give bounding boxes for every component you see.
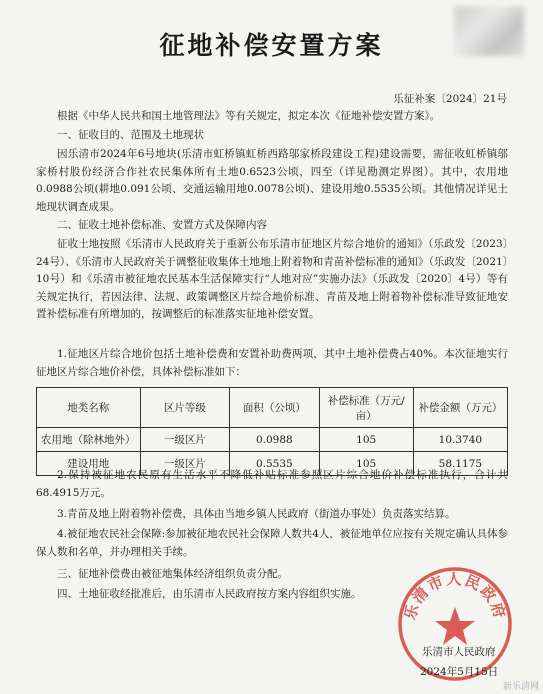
document-title: 征地补偿安置方案 (159, 31, 384, 60)
table-cell: 一级区片 (140, 428, 229, 452)
section-1-body: 因乐清市2024年6号地块(乐清市虹桥镇虹桥西路邬家桥段建设工程)建设需要，需征收虹桥镇邬家桥村股份经济合作社农民集体所有土地0.6523公顷，四至（详见勘测定界图）。其中，农用地0.0988公顷(耕地0.091公顷、交通运输用地0.0078公顷)、建设用地0.5535公顷。其他情况详见土地现状调查成果。 (36, 148, 508, 213)
table-cell: 0.5535 (230, 452, 319, 476)
section-4-paragraph: 四、土地征收经批准后，由乐清市人民政府按方案内容组织实施。 (57, 588, 362, 600)
table-cell: 农用地（除林地外） (37, 428, 141, 452)
table-header-row (37, 388, 508, 428)
watermark: 新乐清网 (502, 682, 539, 692)
section-2-body: 征收土地按照《乐清市人民政府关于重新公布乐清市征地区片综合地价的通知》（乐政发〔2023〕24号）、《乐清市人民政府关于调整征收集体土地地上附着物和青苗补偿标准的通知》（乐政发〔2021〕10号）和《乐清市被征地农民基本生活保障实行“人地对应”实施办法》（乐政发〔2020〕4号）等有关规定执行，若因法律、法规、政策调整区片综合地价标准、青苗及地上附着物补偿标准导致征地安置补偿标准有所增加的，按调整后的标准落实征地补偿安置。 (36, 238, 508, 320)
table-cell: 105 (319, 452, 413, 476)
table-header-cell: 补偿标准（万元/亩） (319, 388, 413, 428)
table-cell: 10.3740 (413, 428, 507, 452)
table-cell: 0.0988 (230, 428, 319, 452)
seal-text: 乐清市人民政府 (400, 570, 510, 622)
table-header-cell: 面积（公顷） (230, 388, 319, 428)
item-4-paragraph: 4.被征地农民社会保障:参加被征地农民社会保障人数共4人，被征地单位应按有关规定确认具体参保人数和名单，并办理相关手续。 (36, 528, 508, 558)
item-1-paragraph: 1.征地区片综合地价包括土地补偿费和安置补助费两项，其中土地补偿费占40%。本次征地实行征地区片综合地价补偿，具体补偿标准如下： (36, 348, 508, 378)
table-cell: 58.1175 (413, 452, 507, 476)
table-cell: 一级区片 (140, 452, 229, 476)
compensation-table (36, 387, 508, 476)
section-1-heading: 一、征收目的、范围及土地现状 (57, 129, 204, 141)
table-row (37, 428, 508, 452)
table-cell: 建设用地 (37, 452, 141, 476)
seal-star-icon (435, 607, 475, 645)
document-number: 乐征补案〔2024〕21号 (393, 93, 507, 105)
section-2-heading: 二、征收土地补偿标准、安置方式及保障内容 (57, 219, 267, 231)
item-2-paragraph: 2.保持被征地农民原有生活水平不降低补贴标准参照区片综合地价补偿标准执行，合计共68.4915万元。 (36, 469, 508, 499)
table-header-cell: 地类名称 (37, 388, 141, 428)
signature-date: 2024年5月15日 (420, 666, 499, 678)
table-cell: 105 (319, 428, 413, 452)
signature-unit: 乐清市人民政府 (422, 646, 496, 658)
table-header-cell: 区片等级 (140, 388, 229, 428)
section-3-paragraph: 三、征地补偿费由被征地集体经济组织负责分配。 (57, 568, 288, 580)
table-header-cell: 补偿金额（万元） (413, 388, 507, 428)
intro-paragraph: 根据《中华人民共和国土地管理法》等有关规定，拟定本次《征地补偿安置方案》。 (57, 110, 441, 122)
item-3-paragraph: 3.青苗及地上附着物补偿费，具体由当地乡镇人民政府（街道办事处）负责落实结算。 (57, 508, 456, 520)
